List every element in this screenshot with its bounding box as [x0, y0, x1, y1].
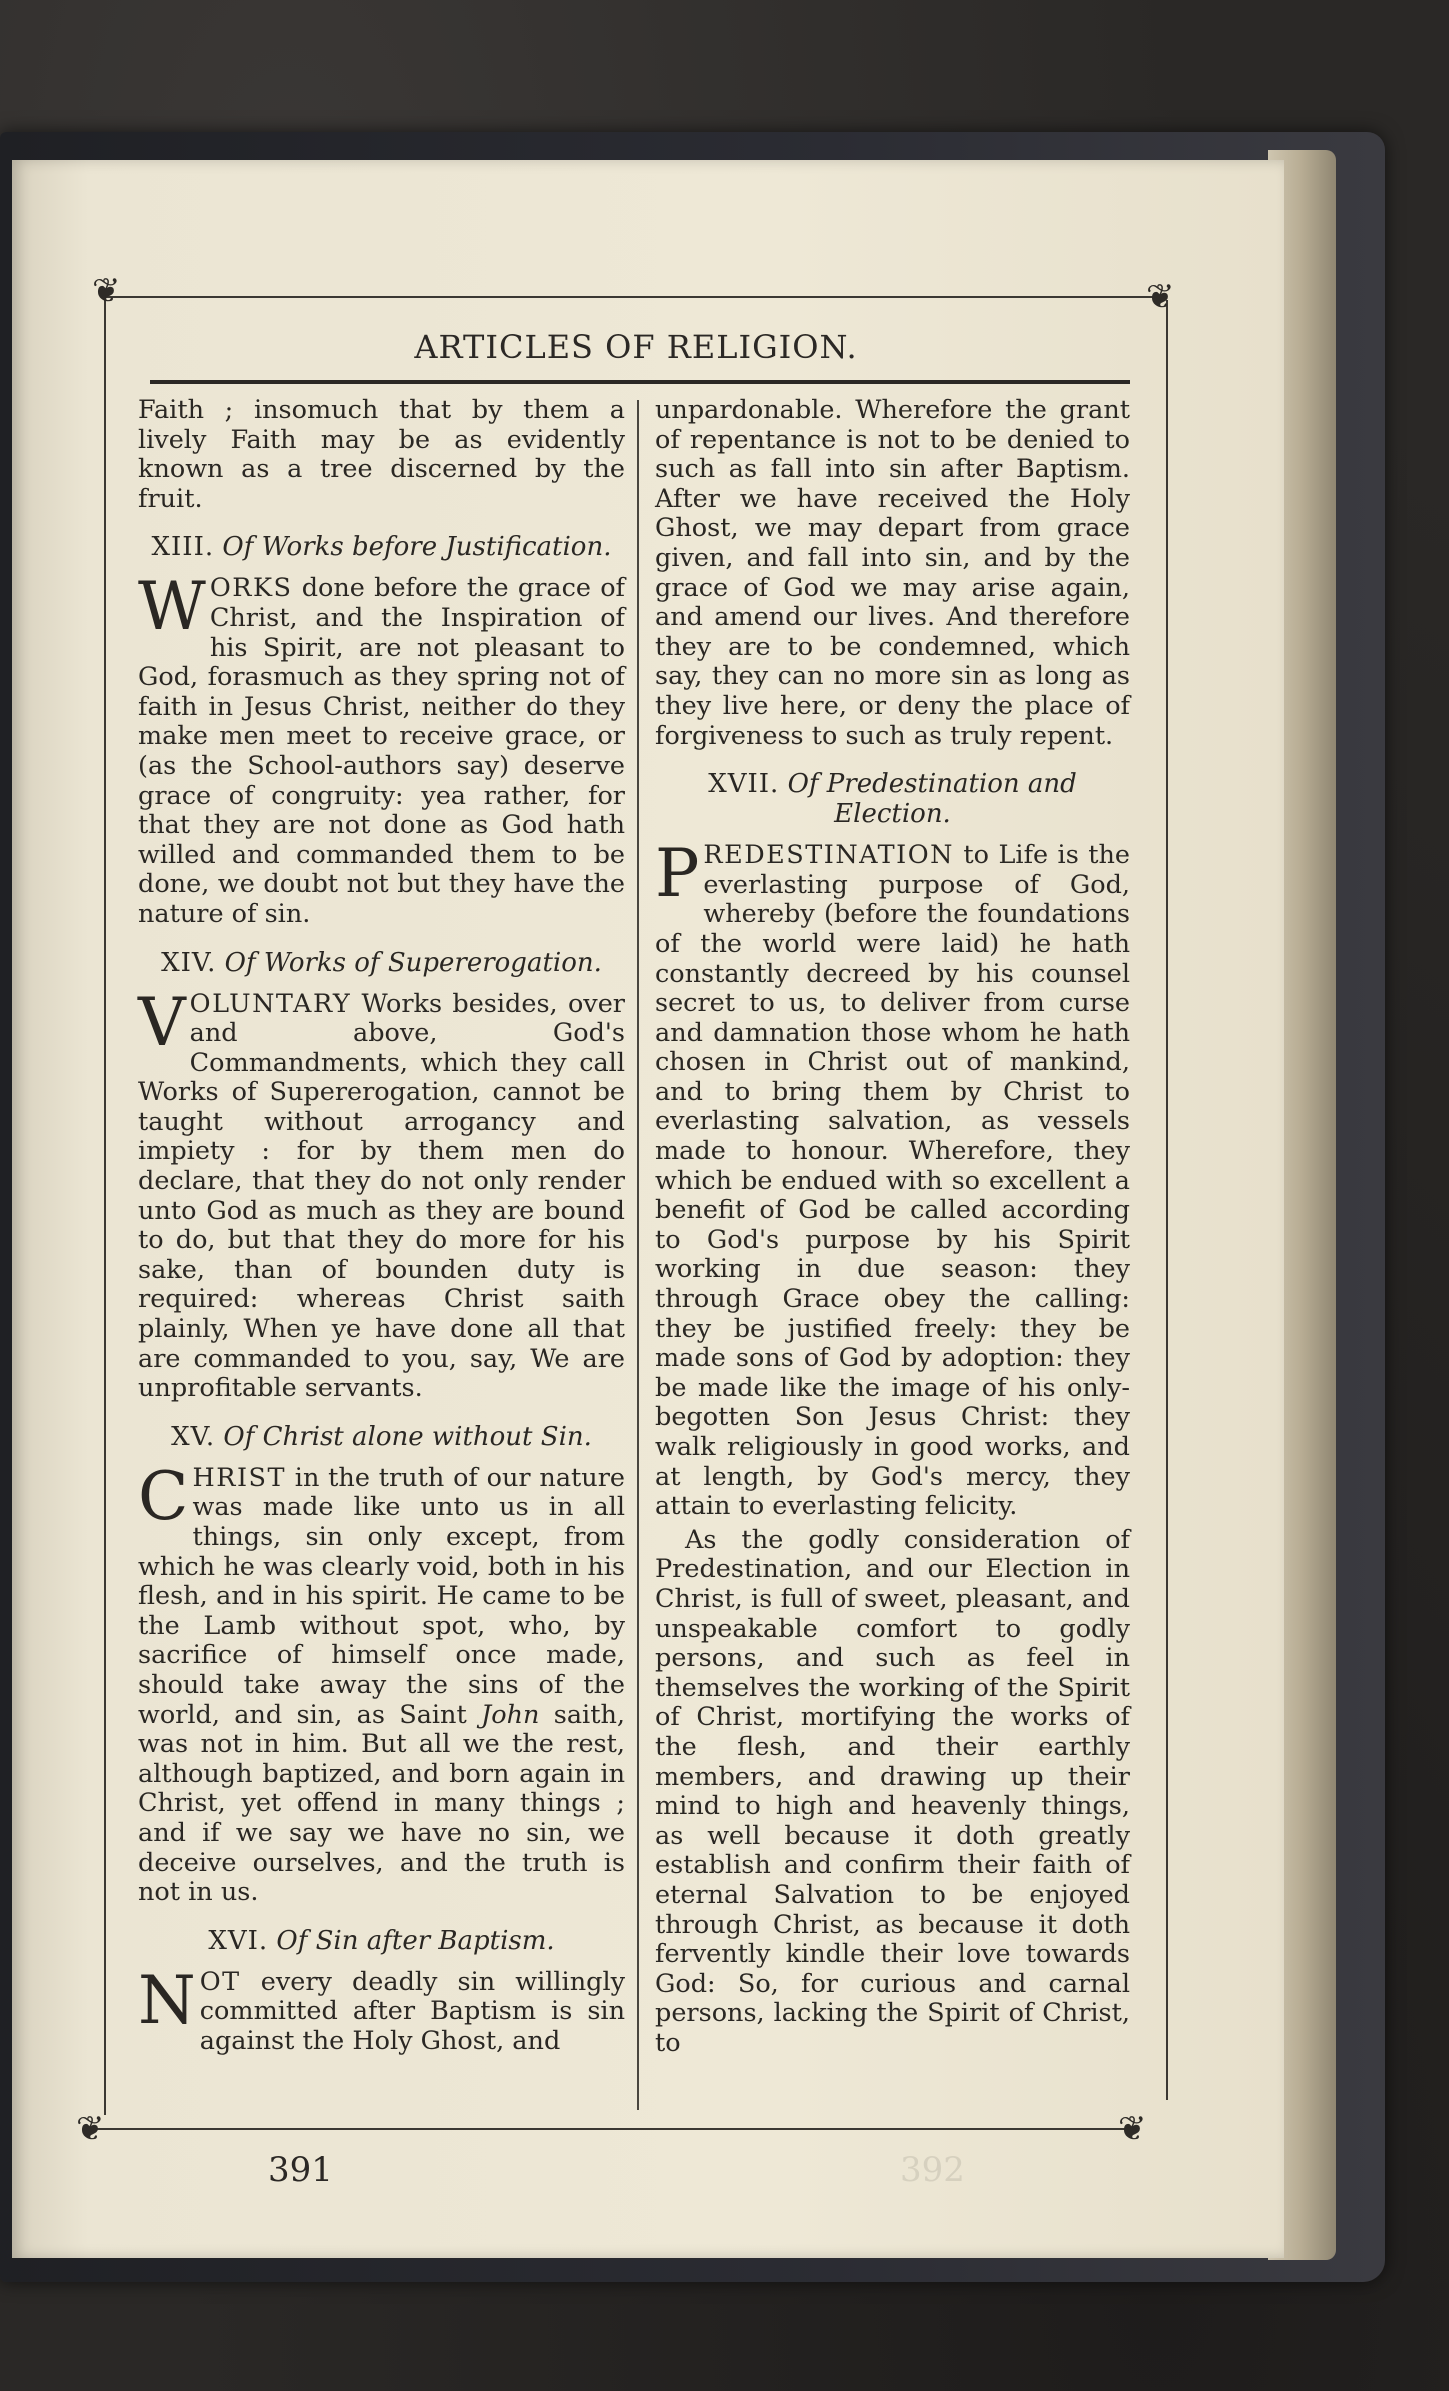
article-number: XVII. — [708, 769, 780, 800]
article-body — [655, 835, 1130, 1522]
article-text: every deadly sin willingly committed after Baptism is sin against the Holy Ghost, and — [199, 1966, 625, 2056]
left-column — [138, 396, 625, 2057]
frame-left-rule — [104, 300, 106, 2115]
article-text: Works besides, over and above, God's Commandments, which they call Works of Supererogation, cannot be taught without arrogancy and impiety : for by them men do declare, that they do not only render unto God as much as they are bound to do, but that they do more for his sake, than of bounden duty is required: whereas Christ saith plainly, When ye have done all that are commanded to you, say, We are unprofitable servants. — [138, 988, 625, 1404]
paragraph: As the godly consideration of Predestination, and our Election in Christ, is full of sweet, pleasant, and unspeakable comfort to godly persons, and such as feel in themselves the working of the Spirit of Christ, mortifying the works of the flesh, and their earthly members, and drawing up their mind to high and heavenly things, as well because it doth greatly establish and confirm their faith of eternal Salvation to be enjoyed through Christ, as because it doth fervently kindle their love towards God: So, for curious and carnal persons, lacking the Spirit of Christ, to — [655, 1524, 1130, 2058]
article-body — [138, 568, 625, 929]
article-text: saith, was not in him. But all we the rest, although baptized, and born again in Christ, yet offend in many things ; and if we say we have no sin, we deceive ourselves, and the truth is not in us. — [138, 1699, 625, 1908]
corner-ornament-icon: ❦ — [76, 2109, 105, 2149]
frame-top-rule — [104, 296, 1164, 298]
article-number: XIII. — [151, 532, 215, 563]
lead-word: ORKS — [209, 573, 293, 604]
article-title: Of Predestination and Election. — [787, 769, 1077, 830]
right-column — [655, 396, 1130, 2058]
page-number: 391 — [268, 2150, 333, 2190]
paragraph: Faith ; insomuch that by them a lively Faith may be as evidently known as a tree discerned by the fruit. — [138, 395, 625, 514]
article-title: Of Christ alone without Sin. — [223, 1421, 592, 1452]
running-head: ARTICLES OF RELIGION. — [414, 328, 858, 366]
article-body — [138, 1457, 625, 1908]
article-body — [138, 1961, 625, 2057]
drop-cap: P — [655, 835, 700, 913]
article-text: to Life is the everlasting purpose of God, whereby (before the foundations of the world were laid) he hath constantly decreed by his counsel secret to us, to deliver from curse and damnation those whom he hath chosen in Christ out of mankind, and to bring them by Christ to everlasting salvation, as vessels made to honour. Wherefore, they which be endued with so excellent a benefit of God be called according to God's purpose by his Spirit working in due season: they through Grace obey the calling: they be justified freely: they be made sons of God by adoption: they be made like the image of his only-begotten Son Jesus Christ: they walk religiously in good works, and at length, by God's mercy, they attain to everlasting felicity. — [655, 840, 1130, 1522]
lead-word: HRIST — [192, 1462, 286, 1493]
drop-cap: N — [138, 1961, 196, 2039]
article-heading — [138, 532, 625, 562]
article-number: XV. — [171, 1421, 216, 1452]
column-divider — [637, 400, 639, 2110]
corner-ornament-icon: ❦ — [92, 271, 121, 311]
article-title: Of Works before Justification. — [222, 532, 612, 563]
drop-cap: V — [138, 983, 186, 1061]
article-heading — [138, 1422, 625, 1452]
frame-bottom-rule — [96, 2128, 1132, 2130]
show-through-page-number: 392 — [900, 2150, 965, 2190]
article-title: Of Sin after Baptism. — [276, 1925, 555, 1956]
lead-word: OLUNTARY — [189, 988, 352, 1019]
article-number: XIV. — [161, 947, 217, 978]
article-heading — [138, 948, 625, 978]
lead-word: OT — [199, 1966, 241, 1997]
head-rule — [150, 380, 1130, 384]
article-text-italic: John — [481, 1699, 540, 1730]
article-title: Of Works of Supererogation. — [224, 947, 602, 978]
article-heading — [138, 1926, 625, 1956]
paragraph: unpardonable. Wherefore the grant of repentance is not to be denied to such as fall into sin after Baptism. After we have received the Holy Ghost, we may depart from grace given, and fall into sin, and by the grace of God we may arise again, and amend our lives. And therefore they are to be condemned, which say, they can no more sin as long as they live here, or deny the place of forgiveness to such as truly repent. — [655, 395, 1130, 751]
corner-ornament-icon: ❦ — [1118, 2109, 1147, 2149]
article-number: XVI. — [208, 1925, 269, 1956]
article-text: done before the grace of Christ, and the Inspiration of his Spirit, are not pleasant to God, forasmuch as they spring not of faith in Jesus Christ, neither do they make men meet to receive grace, or (as the School-authors say) deserve grace of congruity: yea rather, for that they are not done as God hath willed and commanded them to be done, we doubt not but they have the nature of sin. — [138, 573, 625, 929]
frame-right-rule — [1166, 300, 1168, 2100]
article-text: in the truth of our nature was made like unto us in all things, sin only except, from which he was clearly void, both in his flesh, and in his spirit. He came to be the Lamb without spot, who, by sacrifice of himself once made, should take away the sins of the world, and sin, as Saint — [138, 1462, 625, 1730]
drop-cap: C — [138, 1457, 189, 1535]
drop-cap: W — [138, 568, 206, 646]
article-body — [138, 983, 625, 1404]
lead-word: REDESTINATION — [703, 840, 954, 871]
article-heading — [655, 769, 1130, 829]
corner-ornament-icon: ❦ — [1146, 277, 1175, 317]
